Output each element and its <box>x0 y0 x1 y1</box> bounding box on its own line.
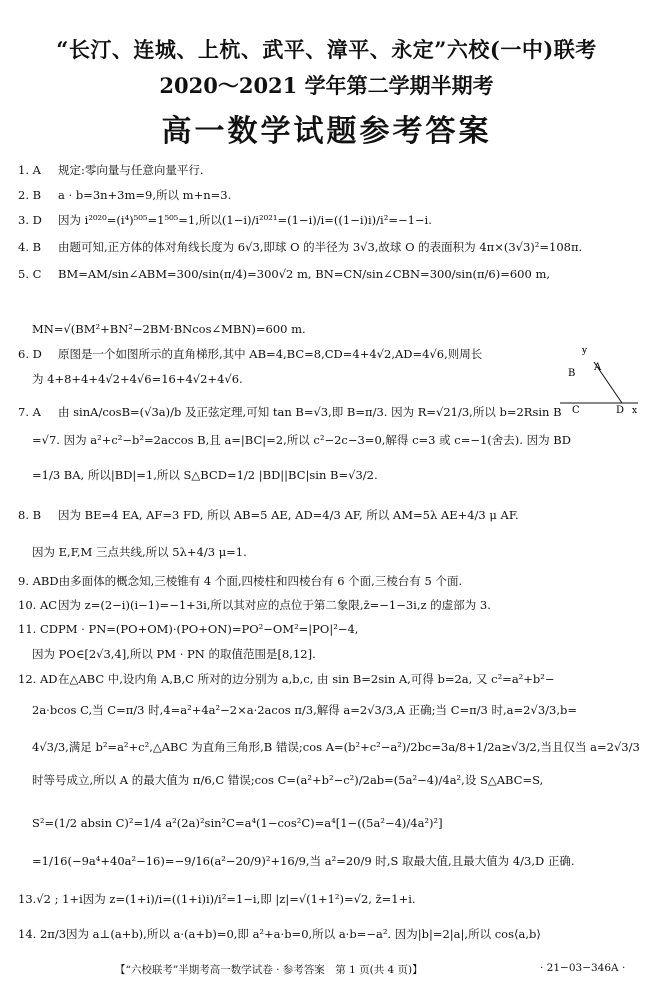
answer-text: 因为 a⊥(a+b),所以 a·(a+b)=0,即 a²+a·b=0,所以 a·b=−a². 因为|b|=2|a|,所以 cos⟨a,b⟩ <box>66 927 541 941</box>
answer-number: 3. D <box>18 213 42 227</box>
answer-line <box>18 403 562 421</box>
answer-line <box>18 890 416 908</box>
answer-text: PM · PN=(PO+OM)·(PO+ON)=PO²−OM²=|PO|²−4, <box>58 622 359 636</box>
answer-number: 4. B <box>18 240 42 254</box>
answer-text: 因为 i²⁰²⁰=(i⁴)⁵⁰⁵=1⁵⁰⁵=1,所以(1−i)/i²⁰²¹=(1−i)/i=((1−i)i)/i²=−1−i. <box>58 213 432 227</box>
answer-text: 规定:零向量与任意向量平行. <box>58 163 204 177</box>
answer-line <box>18 161 204 179</box>
answer-text: S²=(1/2 absin C)²=1/4 a²(2a)²sin²C=a⁴(1−cos²C)=a⁴[1−((5a²−4)/4a²)²] <box>32 816 443 830</box>
answer-line <box>32 320 306 338</box>
label-y: y <box>582 346 588 356</box>
footer-page-info: 【“六校联考”半期考高一数学试卷 · 参考答案 第 1 页(共 4 页)】 <box>115 964 423 976</box>
answer-number: 12. AD <box>18 672 58 686</box>
answer-text: =1/16(−9a⁴+40a²−16)=−9/16(a²−20/9)²+16/9,当 a²=20/9 时,S 取最大值,且最大值为 4/3,D 正确. <box>32 854 575 868</box>
answer-text: =1/3 BA, 所以|BD|=1,所以 S△BCD=1/2 |BD||BC|sin B=√3/2. <box>32 468 378 482</box>
answer-text: 由 sinA/cosB=(√3a)/b 及正弦定理,可知 tan B=√3,即 B=π/3. 因为 R=√21/3,所以 b=2Rsin B <box>58 405 562 419</box>
answer-text: 原图是一个如图所示的直角梯形,其中 AB=4,BC=8,CD=4+4√2,AD=4√6,则周长 <box>58 347 483 361</box>
exam-header-schools: “长汀、连城、上杭、武平、漳平、永定”六校(一中)联考 <box>56 37 597 62</box>
answer-number: 10. AC <box>18 598 58 612</box>
answer-line <box>32 543 247 561</box>
answer-line <box>32 852 575 870</box>
answer-text: 因为 BE=4 EA, AF=3 FD, 所以 AB=5 AE, AD=4/3 AF, 所以 AM=5λ AE+4/3 μ AF. <box>58 508 519 522</box>
answer-text: MN=√(BM²+BN²−2BM·BNcos∠MBN)=600 m. <box>32 322 306 336</box>
answer-line <box>32 771 543 789</box>
answer-line <box>18 596 491 614</box>
answer-line <box>18 238 582 256</box>
answer-number: 5. C <box>18 267 42 281</box>
answer-line <box>32 645 316 663</box>
answer-text: a · b=3n+3m=9,所以 m+n=3. <box>58 188 232 202</box>
answer-line <box>32 370 243 388</box>
footer-code: · 21−03−346A · <box>540 962 626 974</box>
answer-number: 13.√2 ; 1+i <box>18 892 83 906</box>
label-x: x <box>632 406 638 416</box>
answer-text: 因为 PO∈[2√3,4],所以 PM · PN 的取值范围是[8,12]. <box>32 647 316 661</box>
answer-number: 9. ABD <box>18 574 59 588</box>
page-title: 高一数学试题参考答案 <box>161 114 492 149</box>
answer-line <box>18 925 541 943</box>
answer-number: 11. CD <box>18 622 58 636</box>
answer-line <box>18 345 482 363</box>
answer-text: 因为 z=(1+i)/i=((1+i)i)/i²=1−i,即 |z|=√(1+1²)=√2, z̄=1+i. <box>82 892 416 906</box>
answer-line <box>18 265 550 283</box>
answer-line <box>32 431 571 449</box>
answer-line <box>32 814 443 832</box>
answer-number: 7. A <box>18 405 41 419</box>
answer-text: BM=AM/sin∠ABM=300/sin(π/4)=300√2 m, BN=CN/sin∠CBN=300/sin(π/6)=600 m, <box>58 267 551 281</box>
answer-text: 为 4+8+4+4√2+4√6=16+4√2+4√6. <box>32 372 243 386</box>
trapezoid-diagram <box>560 340 640 420</box>
answer-text: 4√3/3,满足 b²=a²+c²,△ABC 为直角三角形,B 错误;cos A=(b²+c²−a²)/2bc=3a/8+1/2a≥√3/2,当且仅当 a=2√3/3 <box>32 740 640 754</box>
label-d: D <box>616 405 625 416</box>
answer-text: 时等号成立,所以 A 的最大值为 π/6,C 错误;cos C=(a²+b²−c²)/2ab=(5a²−4)/4a²,设 S△ABC=S, <box>32 773 544 787</box>
answer-number: 1. A <box>18 163 41 177</box>
answer-line <box>18 211 432 229</box>
answer-line <box>18 572 462 590</box>
exam-header-term: 2020～2021 学年第二学期半期考 <box>159 73 494 98</box>
answer-text: 因为 E,F,M 三点共线,所以 5λ+4/3 μ=1. <box>32 545 247 559</box>
label-a: A <box>594 362 602 373</box>
label-b: B <box>568 368 576 379</box>
answer-line <box>32 738 640 756</box>
answer-text: 因为 z=(2−i)(i−1)=−1+3i,所以其对应的点位于第二象限,z̄=−1−3i,z 的虚部为 3. <box>58 598 491 612</box>
answer-line <box>32 701 577 719</box>
answer-number: 6. D <box>18 347 42 361</box>
answer-number: 14. 2π/3 <box>18 927 67 941</box>
answer-text: 由题可知,正方体的体对角线长度为 6√3,即球 O 的半径为 3√3,故球 O 的表面积为 4π×(3√3)²=108π. <box>58 240 583 254</box>
label-c: C <box>572 405 580 416</box>
answer-line <box>18 670 555 688</box>
answer-text: =√7. 因为 a²+c²−b²=2accos B,且 a=|BC|=2,所以 c²−2c−3=0,解得 c=3 或 c=−1(舍去). 因为 BD <box>32 433 571 447</box>
answer-line <box>32 466 378 484</box>
answer-line <box>18 506 519 524</box>
answer-text: 在△ABC 中,设内角 A,B,C 所对的边分别为 a,b,c, 由 sin B=2sin A,可得 b=2a, 又 c²=a²+b²− <box>58 672 555 686</box>
answer-text: 2a·bcos C,当 C=π/3 时,4=a²+4a²−2×a·2acos π/3,解得 a=2√3/3,A 正确;当 C=π/3 时,a=2√3/3,b= <box>32 703 577 717</box>
answer-number: 2. B <box>18 188 42 202</box>
answer-line <box>18 186 231 204</box>
answer-number: 8. B <box>18 508 42 522</box>
answer-text: 由多面体的概念知,三棱锥有 4 个面,四棱柱和四棱台有 6 个面,三棱台有 5 个面. <box>58 574 463 588</box>
answer-line <box>18 620 358 638</box>
